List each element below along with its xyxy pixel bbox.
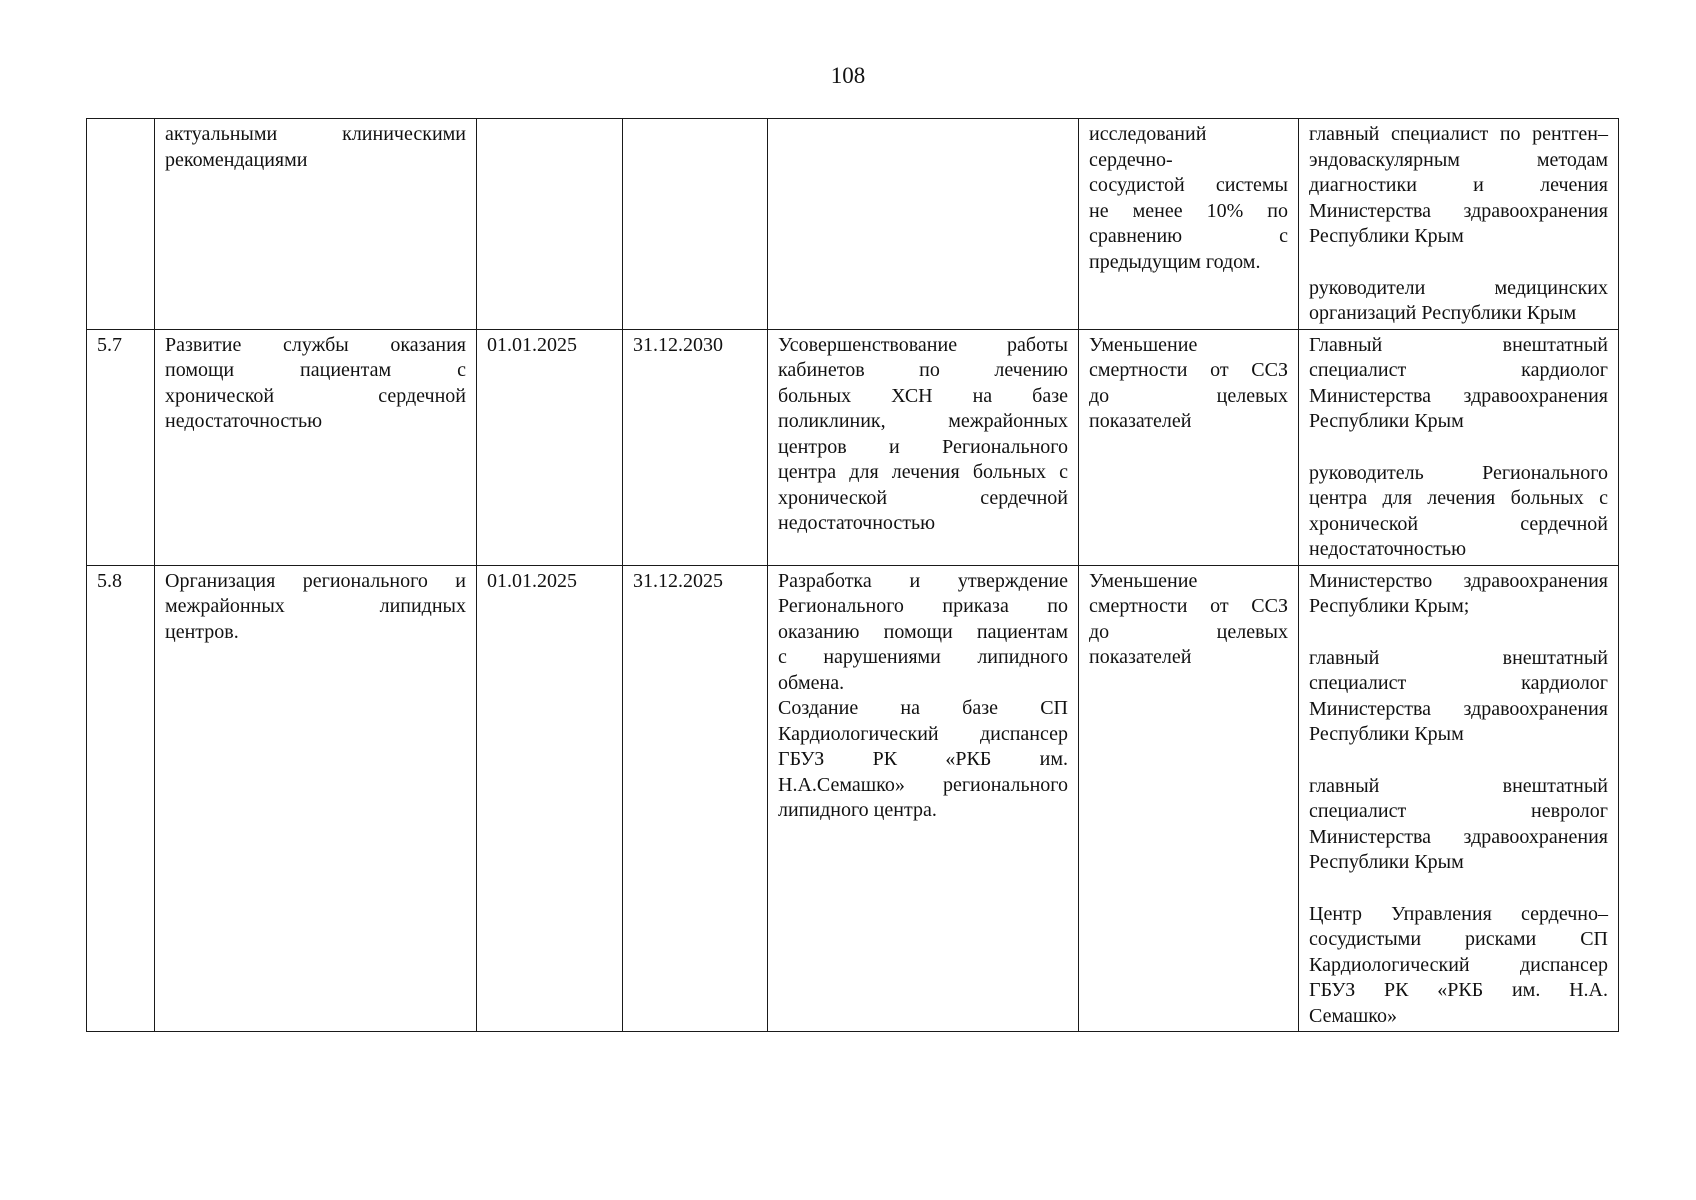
- responsible-paragraph: [1309, 569, 1608, 620]
- responsible-line: Республики Крым: [1309, 723, 1464, 745]
- indicator-line: до целевых: [1089, 620, 1288, 643]
- result-line: липидного центра.: [778, 799, 937, 821]
- cell-result: [768, 329, 1079, 565]
- table-row: [87, 565, 1619, 1032]
- responsible-line: диагностики и лечения: [1309, 174, 1608, 196]
- result-line: Регионального приказа по: [778, 595, 1068, 617]
- cell-result: [768, 565, 1079, 1032]
- action-plan-table: [86, 118, 1619, 1032]
- event-line: рекомендациями: [165, 148, 308, 171]
- cell-end-date: [623, 119, 768, 330]
- responsible-line: специалист кардиолог: [1309, 672, 1608, 694]
- result-line: оказанию помощи пациентам: [778, 620, 1068, 643]
- result-line: центров и Регионального: [778, 435, 1068, 458]
- responsible-line: Республики Крым: [1309, 410, 1464, 432]
- responsible-line: Министерства здравоохранения: [1309, 825, 1608, 848]
- event-line: помощи пациентам с: [165, 359, 466, 381]
- event-line: недостаточностью: [165, 410, 323, 432]
- indicator-line: до целевых: [1089, 384, 1288, 407]
- cell-indicator: [1079, 329, 1299, 565]
- responsible-paragraph: [1309, 461, 1608, 563]
- responsible-paragraph: [1309, 774, 1608, 876]
- responsible-paragraph: [1309, 646, 1608, 748]
- responsible-line: Семашко»: [1309, 1004, 1397, 1027]
- indicator-line: предыдущим годом.: [1089, 250, 1261, 273]
- cell-start-date: [477, 119, 623, 330]
- responsible-line: хронической сердечной: [1309, 512, 1608, 535]
- result-line: хронической сердечной: [778, 486, 1068, 509]
- responsible-paragraph: [1309, 276, 1608, 327]
- indicator-line: Уменьшение: [1089, 333, 1198, 356]
- responsible-paragraph: [1309, 333, 1608, 435]
- cell-start-date: 01.01.2025: [477, 565, 623, 1032]
- responsible-line: главный внештатный: [1309, 646, 1608, 669]
- responsible-line: Министерства здравоохранения: [1309, 384, 1608, 407]
- event-line: хронической сердечной: [165, 384, 466, 407]
- cell-number: 5.8: [87, 565, 155, 1032]
- page-number: 108: [830, 63, 866, 88]
- responsible-line: Республики Крым: [1309, 851, 1464, 873]
- responsible-line: Кардиологический диспансер: [1309, 953, 1608, 976]
- paragraph-gap: [1309, 435, 1608, 461]
- cell-indicator: [1079, 119, 1299, 330]
- indicator-line: сердечно-: [1089, 148, 1173, 171]
- indicator-line: не менее 10% по: [1089, 199, 1288, 222]
- table-row: [87, 329, 1619, 565]
- cell-result: [768, 119, 1079, 330]
- responsible-line: Республики Крым: [1309, 225, 1464, 247]
- event-line: Организация регионального и: [165, 569, 466, 592]
- cell-responsible: [1299, 565, 1619, 1032]
- indicator-line: исследований: [1089, 123, 1207, 145]
- responsible-line: специалист невролог: [1309, 800, 1608, 822]
- event-line: актуальными клиническими: [165, 123, 466, 145]
- responsible-line: эндоваскулярным методам: [1309, 148, 1608, 171]
- cell-event: [155, 565, 477, 1032]
- cell-number: [87, 119, 155, 330]
- responsible-line: Центр Управления сердечно–: [1309, 902, 1608, 925]
- responsible-paragraph: [1309, 122, 1608, 250]
- responsible-line: руководитель Регионального: [1309, 461, 1608, 484]
- responsible-line: главный внештатный: [1309, 774, 1608, 797]
- table-row: [87, 119, 1619, 330]
- result-line: обмена.: [778, 671, 845, 694]
- responsible-line: центра для лечения больных с: [1309, 487, 1608, 509]
- responsible-line: Республики Крым;: [1309, 595, 1470, 617]
- cell-responsible: [1299, 119, 1619, 330]
- responsible-paragraph: [1309, 902, 1608, 1030]
- paragraph-gap: [1309, 620, 1608, 646]
- cell-event: [155, 329, 477, 565]
- result-line: недостаточностью: [778, 512, 936, 534]
- indicator-line: смертности от ССЗ: [1089, 359, 1288, 381]
- responsible-line: ГБУЗ РК «РКБ им. Н.А.: [1309, 979, 1608, 1001]
- event-line: центров.: [165, 620, 239, 643]
- responsible-line: специалист кардиолог: [1309, 359, 1608, 381]
- cell-start-date: 01.01.2025: [477, 329, 623, 565]
- responsible-line: недостаточностью: [1309, 538, 1467, 560]
- responsible-line: Главный внештатный: [1309, 333, 1608, 356]
- event-line: межрайонных липидных: [165, 595, 466, 617]
- paragraph-gap: [1309, 748, 1608, 774]
- result-line: больных ХСН на базе: [778, 384, 1068, 407]
- responsible-line: сосудистыми рисками СП: [1309, 928, 1608, 950]
- cell-indicator: [1079, 565, 1299, 1032]
- responsible-line: Министерства здравоохранения: [1309, 697, 1608, 720]
- paragraph-gap: [1309, 876, 1608, 902]
- indicator-line: смертности от ССЗ: [1089, 595, 1288, 617]
- cell-responsible: [1299, 329, 1619, 565]
- event-line: Развитие службы оказания: [165, 333, 466, 356]
- result-line: центра для лечения больных с: [778, 461, 1068, 483]
- result-line: Разработка и утверждение: [778, 569, 1068, 592]
- result-line: Усовершенствование работы: [778, 333, 1068, 356]
- indicator-line: Уменьшение: [1089, 569, 1198, 592]
- cell-event: [155, 119, 477, 330]
- indicator-line: сравнению с: [1089, 225, 1288, 247]
- indicator-line: показателей: [1089, 410, 1192, 432]
- result-line: Создание на базе СП: [778, 697, 1068, 719]
- cell-end-date: 31.12.2025: [623, 565, 768, 1032]
- responsible-line: главный специалист по рентген–: [1309, 123, 1608, 145]
- result-line: с нарушениями липидного: [778, 646, 1068, 668]
- indicator-line: сосудистой системы: [1089, 174, 1288, 196]
- responsible-line: организаций Республики Крым: [1309, 302, 1577, 324]
- result-line: Н.А.Семашко» регионального: [778, 773, 1068, 796]
- paragraph-gap: [1309, 250, 1608, 276]
- responsible-line: Министерство здравоохранения: [1309, 569, 1608, 592]
- result-line: поликлиник, межрайонных: [778, 410, 1068, 432]
- result-line: кабинетов по лечению: [778, 359, 1068, 381]
- cell-number: 5.7: [87, 329, 155, 565]
- indicator-line: показателей: [1089, 646, 1192, 668]
- responsible-line: Министерства здравоохранения: [1309, 199, 1608, 222]
- cell-end-date: 31.12.2030: [623, 329, 768, 565]
- result-line: ГБУЗ РК «РКБ им.: [778, 748, 1068, 770]
- responsible-line: руководители медицинских: [1309, 276, 1608, 299]
- result-line: Кардиологический диспансер: [778, 722, 1068, 745]
